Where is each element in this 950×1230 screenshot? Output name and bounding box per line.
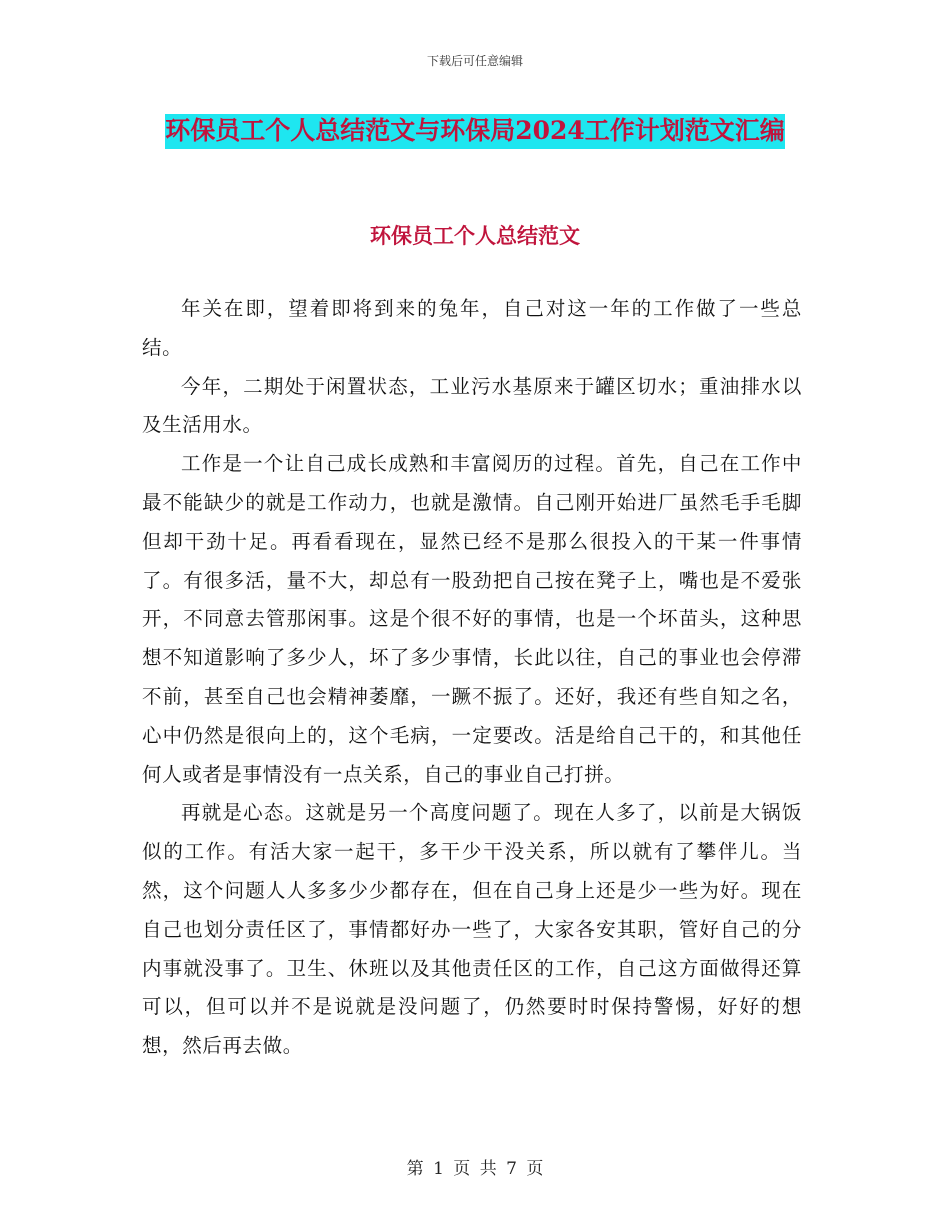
document-body (142, 290, 802, 1066)
paragraph: 工作是一个让自己成长成熟和丰富阅历的过程。首先，自己在工作中最不能缺少的就是工作动力，也就是激情。自己刚开始进厂虽然毛手毛脚但却干劲十足。再看看现在，显然已经不是那么很投入的干某一件事情了。有很多活，量不大，却总有一股劲把自己按在凳子上，嘴也是不爱张开，不同意去管那闲事。这是个很不好的事情，也是一个坏苗头，这种思想不知道影响了多少人，坏了多少事情，长此以往，自己的事业也会停滞不前，甚至自己也会精神萎靡，一蹶不振了。还好，我还有些自知之名，心中仍然是很向上的，这个毛病，一定要改。活是给自己干的，和其他任何人或者是事情没有一点关系，自己的事业自己打拼。 (142, 452, 802, 786)
document-title-text: 环保员工个人总结范文与环保局2024工作计划范文汇编 (165, 114, 785, 149)
paragraph: 再就是心态。这就是另一个高度问题了。现在人多了，以前是大锅饭似的工作。有活大家一起干，多干少干没关系，所以就有了攀伴儿。当然，这个问题人人多多少少都存在，但在自己身上还是少一些为好。现在自己也划分责任区了，事情都好办一些了，大家各安其职，管好自己的分内事就没事了。卫生、休班以及其他责任区的工作，自己这方面做得还算可以，但可以并不是说就是没问题了，仍然要时时保持警惕，好好的想想，然后再去做。 (142, 801, 802, 1058)
page-header-note: 下载后可任意编辑 (426, 54, 523, 68)
page-number: 第 1 页 共 7 页 (406, 1159, 544, 1179)
document-title (142, 106, 808, 156)
section-title: 环保员工个人总结范文 (370, 223, 580, 248)
paragraph: 今年，二期处于闲置状态，工业污水基原来于罐区切水；重油排水以及生活用水。 (142, 374, 802, 437)
paragraph: 年关在即，望着即将到来的兔年，自己对这一年的工作做了一些总结。 (142, 297, 802, 359)
